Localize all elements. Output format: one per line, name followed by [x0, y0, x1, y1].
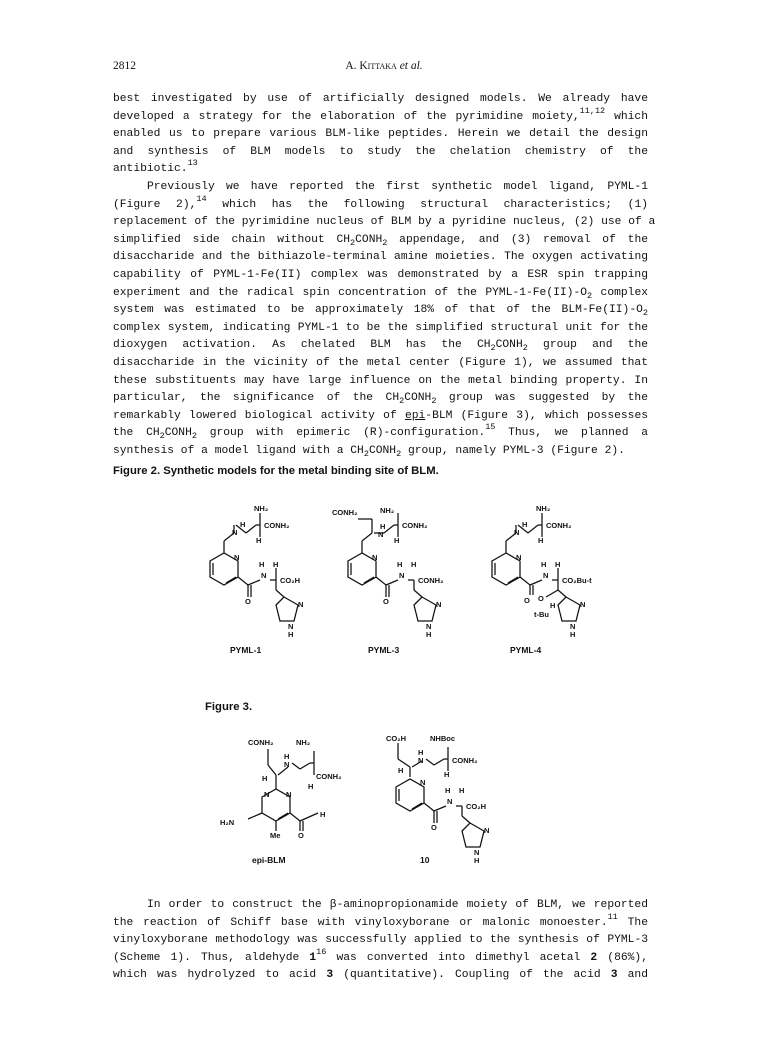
- text-line: experiment and the radical spin concentration of the PYML-$1-Fe(II)-O_2$ complex: [113, 286, 649, 301]
- running-head-authors: A. Kittaka: [345, 60, 397, 72]
- svg-text:H: H: [418, 748, 424, 757]
- text-line: replacement of the pyrimidine nucleus of BLM by a pyridine nucleus, (2) use of a: [113, 216, 656, 229]
- svg-text:H: H: [445, 786, 451, 795]
- svg-text:H: H: [397, 560, 403, 569]
- svg-text:N: N: [420, 778, 426, 787]
- svg-text:O: O: [298, 831, 304, 840]
- text-line: enabled us to prepare various BLM-like peptides. Herein we detail the design: [113, 128, 648, 141]
- structure-pyml-1: [180, 505, 320, 665]
- svg-text:N: N: [426, 622, 432, 631]
- text-line: particular, the significance of the $CH_2CONH_2$ group was suggested by the: [113, 392, 648, 407]
- svg-text:H: H: [284, 752, 290, 761]
- svg-text:N: N: [298, 600, 304, 609]
- structure-pyml-3: [318, 505, 458, 665]
- structure-pyml-4: [462, 505, 612, 665]
- svg-text:H: H: [426, 630, 432, 639]
- text-line: simplified side chain without $CH_2CONH_2$ appendage, and (3) removal of the: [113, 233, 649, 248]
- text-line: Previously we have reported the first synthetic model ligand, PYML-1: [147, 181, 648, 193]
- text-line: antibiotic.$^{13}$: [113, 158, 198, 176]
- text-line: remarkably lowered biological activity of epi-BLM (Figure 3), which possesses: [113, 409, 649, 422]
- svg-text:N: N: [474, 848, 480, 857]
- svg-text:H: H: [262, 774, 268, 783]
- text-line: (Scheme 1). Thus, aldehyde $1^{16}$ was converted into dimethyl acetal 2 (86%),: [113, 946, 648, 964]
- svg-text:H: H: [550, 601, 556, 610]
- label-epi-blm: epi-BLM: [252, 855, 286, 865]
- running-head: [0, 60, 768, 72]
- text-line: vinyloxyborane methodology was successfully applied to the synthesis of PYML-3: [113, 934, 648, 947]
- figure-2-caption: Figure 2. Synthetic models for the metal binding site of BLM.: [113, 465, 439, 477]
- text-line: synthesis of a model ligand with a $CH_2CONH_2$ group, namely PYML-3 (Figure 2).: [113, 444, 625, 459]
- svg-text:H: H: [444, 770, 450, 779]
- svg-text:N: N: [288, 622, 294, 631]
- running-head-etal: et al.: [399, 60, 423, 72]
- svg-text:N: N: [378, 530, 384, 539]
- text-line: capability of PYML-1-Fe(II) complex was demonstrated by a ESR spin trapping: [113, 268, 648, 281]
- svg-text:N: N: [580, 600, 586, 609]
- svg-text:H: H: [411, 560, 417, 569]
- page-number: 2812: [113, 60, 136, 72]
- svg-text:H: H: [380, 522, 386, 531]
- svg-text:N: N: [484, 826, 490, 835]
- text-line: disaccharide and the bithiazole-terminal amine moieties. The oxygen activating: [113, 251, 648, 264]
- label-pyml-4: PYML-4: [510, 645, 542, 655]
- svg-text:H: H: [273, 560, 279, 569]
- svg-text:O: O: [383, 597, 389, 606]
- svg-text:CONH₂: CONH₂: [546, 521, 572, 530]
- svg-text:CO₂H: CO₂H: [386, 734, 406, 743]
- svg-text:N: N: [514, 528, 520, 537]
- svg-text:H: H: [570, 630, 576, 639]
- svg-text:O: O: [524, 596, 530, 605]
- svg-text:CONH₂: CONH₂: [248, 738, 274, 747]
- svg-text:H: H: [474, 856, 480, 865]
- text-line: and synthesis of BLM models to study the chelation chemistry of the: [113, 145, 648, 158]
- svg-text:H: H: [320, 810, 326, 819]
- svg-text:N: N: [286, 790, 292, 799]
- svg-text:N: N: [264, 790, 270, 799]
- svg-text:H₂N: H₂N: [220, 818, 235, 827]
- svg-text:H: H: [555, 560, 561, 569]
- svg-text:CO₂H: CO₂H: [280, 576, 300, 585]
- svg-text:H: H: [394, 536, 400, 545]
- svg-text:Me: Me: [270, 831, 281, 840]
- svg-text:CONH₂: CONH₂: [452, 756, 478, 765]
- label-compound-10: 10: [420, 855, 430, 865]
- svg-text:N: N: [418, 756, 424, 765]
- svg-text:NH₂: NH₂: [380, 506, 395, 515]
- label-pyml-3: PYML-3: [368, 645, 400, 655]
- text-line: the $CH_2CONH_2$ group with epimeric (R)-configuration.$^{15}$ Thus, we planned a: [113, 422, 649, 442]
- text-line: these substituents may have large influence on the metal binding property. In: [113, 374, 648, 387]
- svg-text:H: H: [240, 520, 246, 529]
- text-line: system was estimated to be approximately 18% of that of the BLM-$Fe(II)-O_2$: [113, 304, 648, 319]
- svg-text:O: O: [245, 597, 251, 606]
- svg-text:H: H: [256, 536, 262, 545]
- svg-text:N: N: [436, 600, 442, 609]
- svg-text:N: N: [261, 571, 267, 580]
- svg-text:H: H: [259, 560, 265, 569]
- text-line: complex system, indicating PYML-1 to be the simplified structural unit for the: [113, 321, 648, 334]
- svg-text:CO₂Bu-t: CO₂Bu-t: [562, 576, 592, 585]
- svg-text:N: N: [234, 553, 240, 562]
- svg-text:N: N: [232, 528, 238, 537]
- svg-text:H: H: [541, 560, 547, 569]
- svg-text:CONH₂: CONH₂: [264, 521, 290, 530]
- text-line: (Figure 2),$^{14}$ which has the following structural characteristics; (1): [113, 193, 649, 211]
- svg-text:N: N: [447, 797, 453, 806]
- structure-epi-blm: [218, 735, 368, 875]
- label-pyml-1: PYML-1: [230, 645, 262, 655]
- text-line: dioxygen activation. As chelated BLM has the $CH_2CONH_2$ group and the: [113, 339, 649, 354]
- svg-text:H: H: [538, 536, 544, 545]
- svg-text:N: N: [570, 622, 576, 631]
- svg-text:O: O: [431, 823, 437, 832]
- structure-compound-10: [378, 735, 528, 875]
- text-line: the reaction of Schiff base with vinyloxyborane or malonic monoester.$^{11}$ The: [113, 911, 648, 929]
- svg-text:H: H: [308, 782, 314, 791]
- figure-3-caption: Figure 3.: [205, 701, 253, 713]
- text-line: which was hydrolyzed to acid 3 (quantitative). Coupling of the acid 3 and: [113, 969, 648, 982]
- svg-text:CONH₂: CONH₂: [402, 521, 428, 530]
- svg-text:H: H: [522, 520, 528, 529]
- svg-text:N: N: [543, 571, 549, 580]
- text-line: developed a strategy for the elaboration of the pyrimidine moiety,$^{11,12}$ which: [113, 105, 648, 123]
- svg-text:N: N: [372, 553, 378, 562]
- svg-text:CO₂H: CO₂H: [466, 802, 486, 811]
- svg-text:CONH₂: CONH₂: [332, 508, 358, 517]
- svg-text:O: O: [538, 594, 544, 603]
- svg-text:H: H: [288, 630, 294, 639]
- svg-text:NH₂: NH₂: [536, 504, 551, 513]
- svg-text:H: H: [398, 766, 404, 775]
- svg-text:CONH₂: CONH₂: [418, 576, 444, 585]
- svg-text:NHBoc: NHBoc: [430, 734, 456, 743]
- svg-text:N: N: [399, 571, 405, 580]
- svg-text:NH₂: NH₂: [254, 504, 269, 513]
- text-line: In order to construct the β-aminopropionamide moiety of BLM, we reported: [147, 899, 648, 911]
- text-line: best investigated by use of artificially designed models. We already have: [113, 93, 648, 105]
- svg-text:CONH₂: CONH₂: [316, 772, 342, 781]
- svg-text:H: H: [459, 786, 465, 795]
- text-line: disaccharide in the vicinity of the metal center (Figure 1), we assumed that: [113, 356, 648, 369]
- svg-text:N: N: [516, 553, 522, 562]
- paragraph-3: [113, 897, 648, 985]
- paragraph-1: [113, 91, 648, 179]
- paragraph-2: [113, 179, 656, 461]
- svg-text:NH₂: NH₂: [296, 738, 311, 747]
- svg-text:t-Bu: t-Bu: [534, 610, 549, 619]
- svg-text:N: N: [284, 760, 290, 769]
